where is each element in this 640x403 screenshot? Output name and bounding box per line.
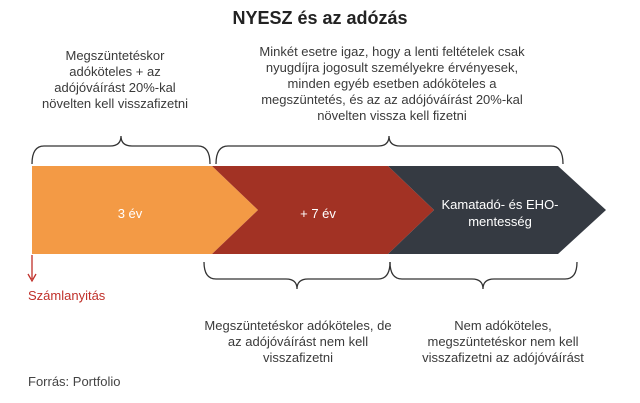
brace-bottom-right	[390, 262, 577, 289]
note-bottom-left: Megszüntetéskor adóköteles, de az adójóváírást nem kell visszafizetni	[204, 318, 392, 365]
segment-label-plus-7-years: + 7 év	[300, 206, 336, 221]
account-opening-label: Számlanyitás	[28, 288, 106, 303]
brace-bottom-left	[204, 262, 390, 289]
brace-top-right	[216, 136, 563, 164]
note-top-left: Megszüntetéskor adóköteles + az adójóváírást 20%-kal növelten kell visszafizetni	[42, 48, 188, 111]
diagram-title: NYESZ és az adózás	[232, 8, 408, 28]
note-bottom-right: Nem adóköteles, megszüntetéskor nem kell visszafizetni az adójóváírást	[422, 318, 584, 365]
brace-top-left	[32, 136, 210, 164]
note-top-right: Minkét esetre igaz, hogy a lenti feltételek csak nyugdíjra jogosult személyekre érvényesek, minden egyéb esetben adóköteles a megszüntetés, és az az adójóváírást 20%-kal növelten vissza kell fizetni	[259, 44, 525, 123]
segment-label-tax-exemption: Kamatadó- és EHO- mentesség	[441, 197, 559, 229]
segment-label-3-years: 3 év	[117, 206, 143, 221]
source-caption: Forrás: Portfolio	[28, 374, 121, 389]
